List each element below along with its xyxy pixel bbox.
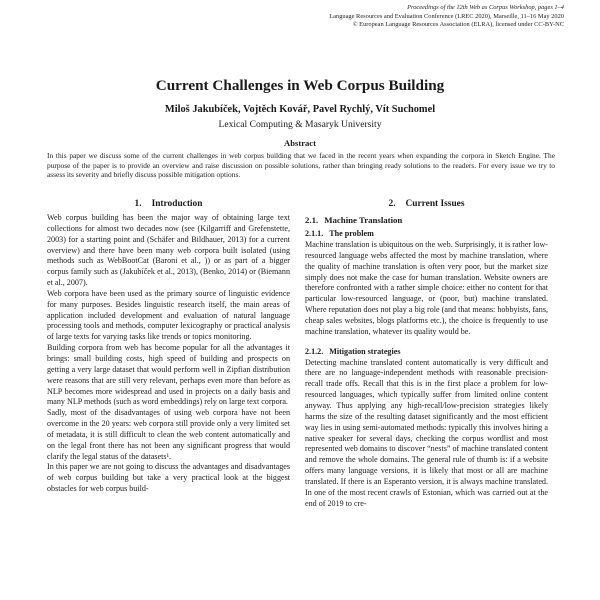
paragraph: Building corpora from web has become popular for all the advantages it brings: small building costs, high speed of building and prospects on getting a very large dataset that would perform well in Zipfian distribution were reasons that are still very relevant, perhaps even more than before as NLP becomes more widespread and used in projects on a daily basis and many NLP methods (such as word embeddings) rely on large text corpora. [47, 343, 290, 407]
paragraph: Web corpora have been used as the primary source of linguistic evidence for many purposes. Besides linguistic research itself, the main areas of application included development and evaluation of natural language processing tools and methods, computer lexicography or practical analysis of large texts for varying tasks like trends or topics monitoring. [47, 288, 290, 342]
proceedings-header [224, 4, 564, 30]
subsubsection-heading-problem [305, 228, 548, 240]
subsection-title: Machine Translation [324, 215, 403, 225]
author-list: Miloš Jakubíček, Vojtěch Kovář, Pavel Rychlý, Vít Suchomel [164, 104, 436, 115]
affiliation: Lexical Computing & Masaryk University [218, 119, 382, 130]
abstract-text: In this paper we discuss some of the current challenges in web corpus building that we faced in the recent years when expanding the corpora in Sketch Engine. The purpose of the paper is to provide an overview and raise discussion on possible solutions, rather than bringing ready solutions to the readers. For every issue we try to assess its severity and briefly discuss possible mitigation options. [47, 151, 555, 180]
abstract-heading: Abstract [284, 138, 316, 148]
subsubsection-number: 2.1.2. [305, 346, 324, 356]
license-line: © European Language Resources Association (ELRA), licensed under CC-BY-NC [352, 21, 564, 29]
section-number: 1. [134, 199, 142, 209]
left-column [47, 196, 290, 495]
section-title: Introduction [151, 199, 203, 209]
conference-line: Language Resources and Evaluation Conference (LREC 2020), Marseille, 11–16 May 2020 [329, 12, 564, 20]
spacer [305, 338, 548, 346]
subsubsection-title: Mitigation strategies [329, 346, 401, 356]
subsubsection-number: 2.1.1. [305, 229, 324, 238]
paragraph: Detecting machine translated content automatically is very difficult and there are no language-independent methods with reasonable precision-recall trade offs. Recall that this is in the first place a problem for low-resourced languages, which typically suffer from limited online content anyway. Thus applying any high-recall/low-precision strategies likely harms the size of the resulting dataset significantly and the most efficient way lies in using semi-automated methods: typically this involves hiring a native speaker for several days, checking the corpus wordlist and most represented web domains to discover “nests” of machine translated content and remove the whole domains. The general rule of thumb is: if a website offers many language versions, it is likely that most or all are machine translated. If there is an Esperanto version, it is always machine translated. In one of the most recent crawls of Estonian, which was carried out at the end of 2019 to cre- [305, 357, 548, 508]
paragraph: Sadly, most of the disadvantages of using web corpora have not been overcome in the 20 years: web corpora still provide only a very limited set of metadata, it is still difficult to clean the web content automatically and on the legal front there has not been any significant progress that would clarify the legal status of the datasets¹. [47, 408, 290, 461]
subsection-number: 2.1. [305, 215, 319, 225]
paper-title: Current Challenges in Web Corpus Building [155, 77, 445, 94]
subsubsection-heading-mitigation [305, 346, 548, 358]
paragraph: Web corpus building has been the major way of obtaining large text collections for almost two decades now (see (Kilgarriff and Grefenstette, 2003) for a starting point and (Schäfer and Bildhauer, 2013) for a current overview) and there have been many web corpora built isolated (using methods such as WebBootCat (Baroni et al., )) or as part of a bigger corpus family such as (Jakubíček et al., 2013), (Benko, 2014) or (Biemann et al., 2007). [47, 213, 290, 288]
right-column [305, 196, 548, 509]
subsection-heading-machine-translation [305, 213, 548, 228]
paragraph: In this paper we are not going to discuss the advantages and disadvantages of web corpus building but take a very practical look at the biggest obstacles for web corpus build- [47, 462, 290, 494]
section-title: Current Issues [405, 199, 465, 209]
section-heading-introduction [47, 196, 290, 213]
subsubsection-title: The problem [329, 229, 374, 238]
proceedings-line: Proceedings of the 12th Web as Corpus Workshop, pages 1–4 [407, 4, 564, 11]
paragraph: Machine translation is ubiquitous on the web. Surprisingly, it is rather low-resourced language webs affected the most by machine translation, where the quality of machine translation is often very poor, but the market size simply does not make the case for human translation. Website owners are therefore confronted with a rather simple choice: either no content for that particular low-resourced language, or (poor, but) machine translated. Where reputation does not play a big role (and that means: hobbyists, fans, cheap sales websites, blogs platforms etc.), the choice is frequently to use machine translation, whatever its quality would be. [305, 240, 548, 336]
section-heading-current-issues [305, 196, 548, 213]
section-number: 2. [388, 199, 396, 209]
